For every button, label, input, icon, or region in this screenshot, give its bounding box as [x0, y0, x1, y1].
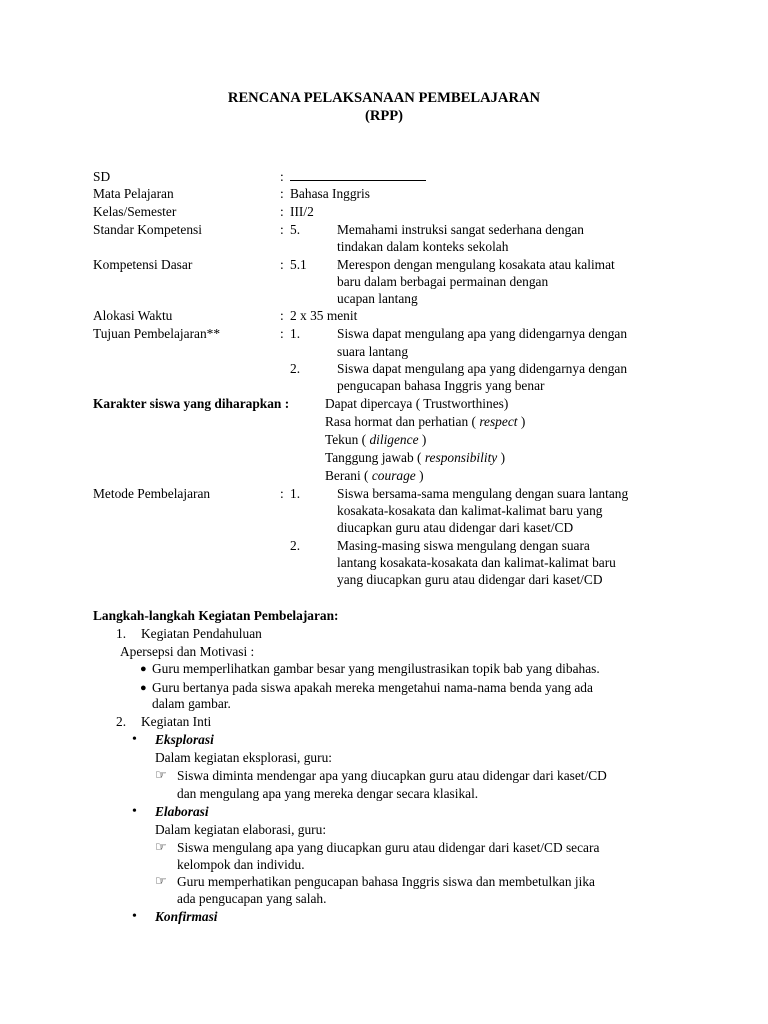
metode-number: 1.: [290, 486, 301, 501]
pendahuluan-label: Kegiatan Pendahuluan: [141, 626, 262, 641]
round-bullet-icon: ●: [140, 682, 147, 694]
pointing-hand-icon: ☞: [155, 840, 167, 855]
karakter-label: Karakter siswa yang diharapkan :: [93, 396, 290, 411]
sk-text-line: tindakan dalam konteks sekolah: [337, 239, 509, 254]
elaborasi-intro: Dalam kegiatan elaborasi, guru:: [155, 822, 327, 837]
metode-text-line: yang diucapkan guru atau didengar dari kaset/CD: [337, 572, 603, 587]
field-value-sd-blank: [290, 168, 426, 185]
karakter-item: Dapat dipercaya ( Trustworthines): [325, 396, 509, 411]
field-value-kelas-semester: III/2: [290, 204, 314, 219]
sk-text-line: Memahami instruksi sangat sederhana dengan: [337, 222, 584, 237]
bullet-icon: •: [132, 732, 137, 747]
field-colon: :: [280, 204, 284, 219]
bullet-icon: •: [132, 909, 137, 924]
field-colon: :: [280, 326, 284, 341]
field-label-standar-kompetensi: Standar Kompetensi: [93, 222, 202, 237]
bullet-icon: •: [132, 804, 137, 819]
field-colon: :: [280, 186, 284, 201]
field-label-metode-pembelajaran: Metode Pembelajaran: [93, 486, 211, 501]
langkah-heading: Langkah-langkah Kegiatan Pembelajaran:: [93, 608, 339, 623]
eksplorasi-item-text: dan mengulang apa yang mereka dengar secara klasikal.: [177, 786, 479, 801]
pendahuluan-number: 1.: [116, 626, 127, 641]
inti-label: Kegiatan Inti: [141, 714, 212, 729]
kd-text-line: Merespon dengan mengulang kosakata atau kalimat: [337, 257, 615, 272]
eksplorasi-heading: Eksplorasi: [155, 732, 214, 747]
tujuan-text-line: suara lantang: [337, 344, 409, 359]
tujuan-number: 2.: [290, 361, 301, 376]
field-value-mata-pelajaran: Bahasa Inggris: [290, 186, 370, 201]
pendahuluan-bullet-text: Guru bertanya pada siswa apakah mereka mengetahui nama-nama benda yang ada: [152, 680, 593, 695]
field-colon: :: [280, 169, 284, 184]
pendahuluan-bullet-text: Guru memperlihatkan gambar besar yang mengilustrasikan topik bab yang dibahas.: [152, 661, 600, 676]
document-subtitle: (RPP): [364, 108, 404, 124]
pointing-hand-icon: ☞: [155, 768, 167, 783]
sk-number: 5.: [290, 222, 301, 237]
eksplorasi-intro: Dalam kegiatan eksplorasi, guru:: [155, 750, 333, 765]
field-label-kelas-semester: Kelas/Semester: [93, 204, 177, 219]
karakter-item: Tanggung jawab ( responsibility ): [325, 450, 506, 465]
field-label-alokasi-waktu: Alokasi Waktu: [93, 308, 173, 323]
document-title: RENCANA PELAKSANAAN PEMBELAJARAN: [227, 90, 541, 106]
inti-number: 2.: [116, 714, 127, 729]
field-label-mata-pelajaran: Mata Pelajaran: [93, 186, 174, 201]
field-colon: :: [280, 257, 284, 272]
tujuan-text-line: Siswa dapat mengulang apa yang didengarnya dengan: [337, 326, 628, 341]
kd-text-line: ucapan lantang: [337, 291, 418, 306]
field-colon: :: [280, 222, 284, 237]
karakter-item: Rasa hormat dan perhatian ( respect ): [325, 414, 526, 429]
tujuan-text-line: pengucapan bahasa Inggris yang benar: [337, 378, 545, 393]
elaborasi-item-text: Siswa mengulang apa yang diucapkan guru atau didengar dari kaset/CD secara: [177, 840, 600, 855]
metode-text-line: Masing-masing siswa mengulang dengan suara: [337, 538, 590, 553]
metode-text-line: Siswa bersama-sama mengulang dengan suara lantang: [337, 486, 629, 501]
karakter-item: Berani ( courage ): [325, 468, 424, 483]
pointing-hand-icon: ☞: [155, 874, 167, 889]
field-label-kompetensi-dasar: Kompetensi Dasar: [93, 257, 193, 272]
elaborasi-item-text: Guru memperhatikan pengucapan bahasa Inggris siswa dan membetulkan jika: [177, 874, 595, 889]
elaborasi-item-text: kelompok dan individu.: [177, 857, 305, 872]
elaborasi-item-text: ada pengucapan yang salah.: [177, 891, 327, 906]
field-value-alokasi-waktu: 2 x 35 menit: [290, 308, 358, 323]
tujuan-text-line: Siswa dapat mengulang apa yang didengarnya dengan: [337, 361, 628, 376]
tujuan-number: 1.: [290, 326, 301, 341]
karakter-item: Tekun ( diligence ): [325, 432, 427, 447]
field-colon: :: [280, 308, 284, 323]
field-label-sd: SD: [93, 169, 111, 184]
metode-text-line: diucapkan guru atau didengar dari kaset/CD: [337, 520, 574, 535]
kd-text-line: baru dalam berbagai permainan dengan: [337, 274, 549, 289]
konfirmasi-heading: Konfirmasi: [155, 909, 218, 924]
elaborasi-heading: Elaborasi: [155, 804, 209, 819]
metode-number: 2.: [290, 538, 301, 553]
metode-text-line: lantang kosakata-kosakata dan kalimat-kalimat baru: [337, 555, 616, 570]
kd-number: 5.1: [290, 257, 307, 272]
apersepsi-label: Apersepsi dan Motivasi :: [120, 644, 255, 659]
metode-text-line: kosakata-kosakata dan kalimat-kalimat baru yang: [337, 503, 603, 518]
field-label-tujuan-pembelajaran: Tujuan Pembelajaran**: [93, 326, 221, 341]
field-colon: :: [280, 486, 284, 501]
round-bullet-icon: ●: [140, 663, 147, 675]
eksplorasi-item-text: Siswa diminta mendengar apa yang diucapkan guru atau didengar dari kaset/CD: [177, 768, 607, 783]
pendahuluan-bullet-text: dalam gambar.: [152, 696, 231, 711]
